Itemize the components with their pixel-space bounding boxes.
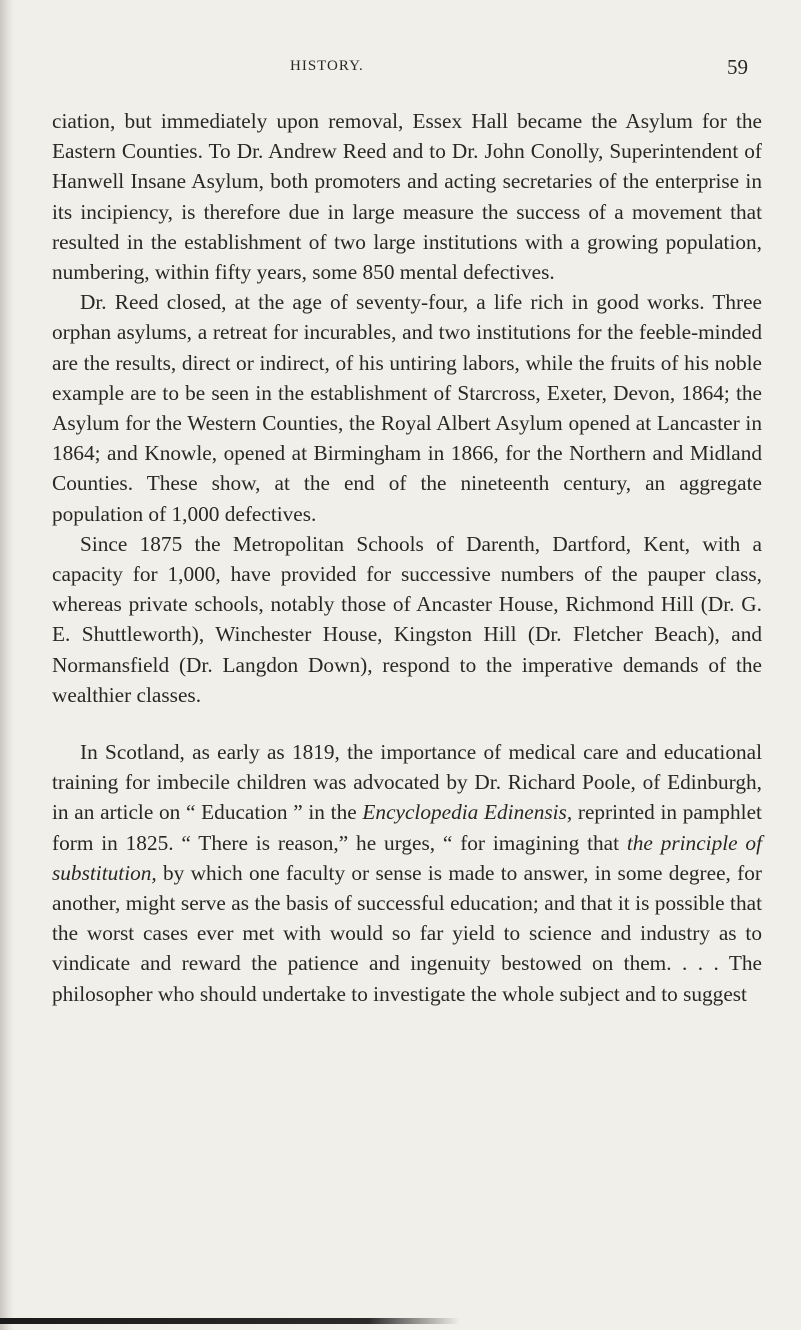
running-head: HISTORY. — [290, 58, 364, 74]
principle-of-substitution: the principle of substitution, — [52, 830, 762, 885]
paragraph-metropolitan-schools: Since 1875 the Metropolitan Schools of Darenth, Dartford, Kent, with a capacity for 1,000, have provided for successive numbers of the pauper class, whereas private schools, notably those of Ancaster House, Richmond Hill (Dr. G. E. Shuttleworth), Winchester House, Kingston Hill (Dr. Fletcher Beach), and Normansfield (Dr. Langdon Down), respond to the imperative demands of the wealthier classes. — [52, 531, 762, 707]
body-text — [52, 106, 762, 1009]
encyclopedia-title: Encyclopedia Edinensis, — [362, 800, 573, 825]
scotland-text-2: reprinted in pamphlet form in 1825. “ There is reason,” he urges, “ for imagining that — [52, 800, 762, 855]
page-gutter-shadow — [0, 0, 14, 1330]
paragraph-scotland — [52, 737, 762, 1009]
bottom-edge-rule — [0, 1318, 460, 1324]
page-number: 59 — [727, 55, 748, 79]
scotland-text-1: In Scotland, as early as 1819, the importance of medical care and educational training for imbecile children was advocated by Dr. Richard Poole, of Edinburgh, in an article on “ Education ” in the — [52, 740, 762, 825]
paragraph-dr-reed: Dr. Reed closed, at the age of seventy-four, a life rich in good works. Three orphan asylums, a retreat for incurables, and two institutions for the feeble-minded are the results, direct or indirect, of his untiring labors, while the fruits of his noble example are to be seen in the establishment of Starcross, Exeter, Devon, 1864; the Asylum for the Western Counties, the Royal Albert Asylum opened at Lancaster in 1864; and Knowle, opened at Birmingham in 1866, for the Northern and Midland Counties. These show, at the end of the nineteenth century, an aggregate population of 1,000 defectives. — [52, 290, 762, 526]
scotland-text-3: by which one faculty or sense is made to answer, in some degree, for another, might serve as the basis of successful education; and that it is possible that the worst cases ever met with would so far yield to science and industry as to vindicate and reward the patience and ingenuity bestowed on them. . . . The philosopher who should undertake to investigate the whole subject and to suggest — [52, 860, 762, 1006]
paragraph-essex-hall: ciation, but immediately upon removal, Essex Hall became the Asylum for the Eastern Counties. To Dr. Andrew Reed and to Dr. John Conolly, Superintendent of Hanwell Insane Asylum, both promoters and acting secretaries of the enterprise in its incipiency, is therefore due in large measure the success of a movement that resulted in the establishment of two large institutions with a growing population, numbering, within fifty years, some 850 mental defectives. — [52, 109, 762, 285]
